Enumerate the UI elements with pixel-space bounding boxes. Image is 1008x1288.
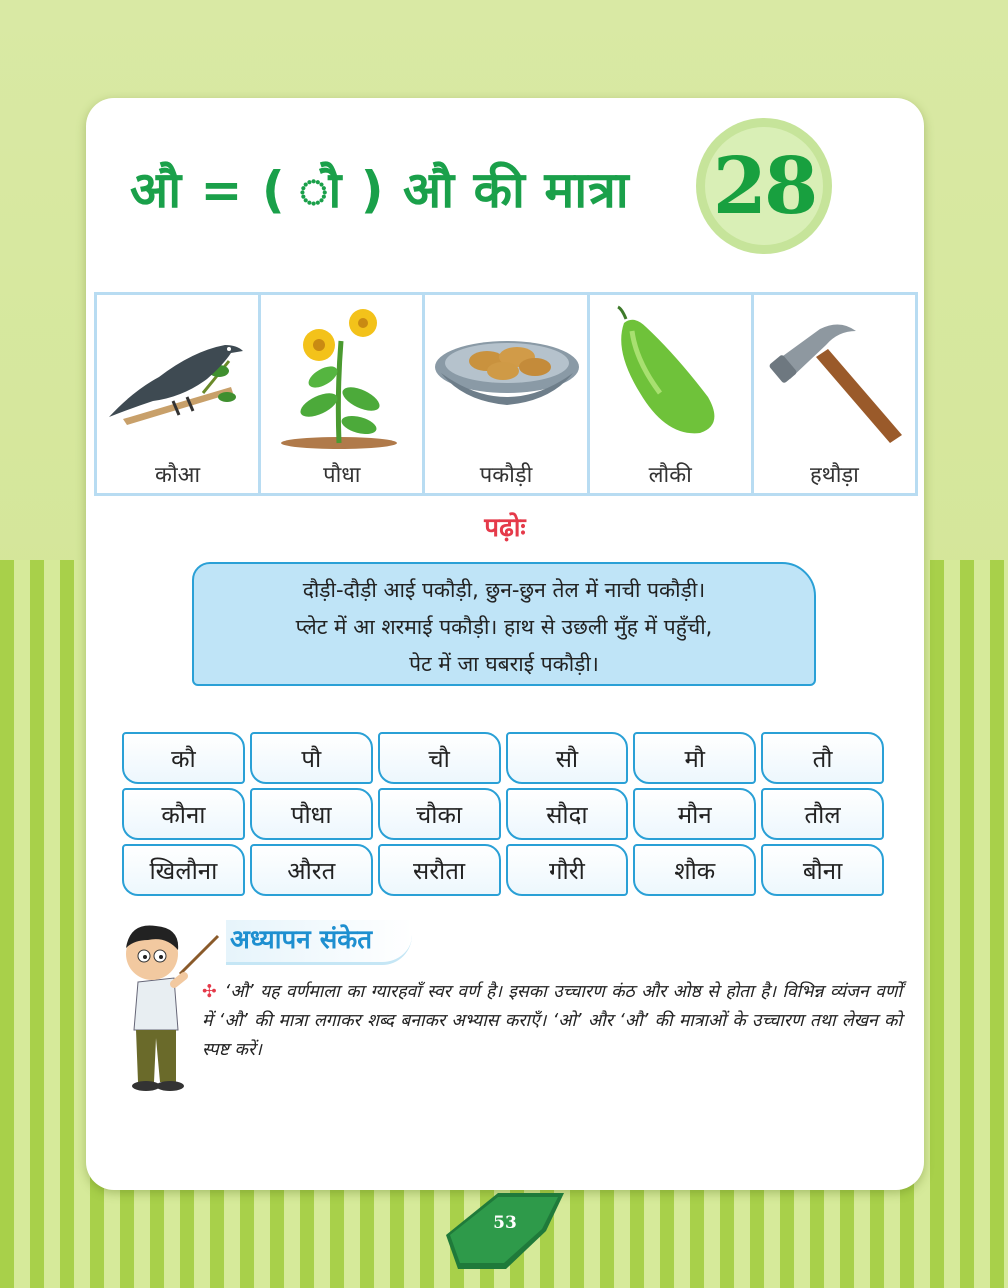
word-cell: खिलौना: [122, 844, 245, 896]
word-cell: सौदा: [506, 788, 629, 840]
word-cell: कौ: [122, 732, 245, 784]
teacher-note-heading: अध्यापन संकेत: [226, 920, 412, 965]
plant-icon: [267, 301, 417, 451]
word-cell: पौधा: [250, 788, 373, 840]
lesson-number: 28: [705, 127, 823, 245]
word-cell: कौना: [122, 788, 245, 840]
word-cell: सौ: [506, 732, 629, 784]
page-title: औ = ( ौ ) औ की मात्रा: [130, 161, 630, 219]
poem-line: प्लेट में आ शरमाई पकौड़ी। हाथ से उछली मुँह में पहुँची,: [295, 615, 713, 639]
picture-strip: [94, 292, 918, 496]
read-heading: पढ़ोः: [484, 513, 526, 543]
word-cell: शौक: [633, 844, 756, 896]
picture-label: हथौड़ा: [809, 463, 859, 488]
picture-card-pakodi: [425, 295, 589, 493]
word-cell: सरौता: [378, 844, 501, 896]
word-cell: गौरी: [506, 844, 629, 896]
word-cell: मौन: [633, 788, 756, 840]
pakodi-bowl-icon: [431, 301, 581, 451]
word-grid: [122, 732, 884, 896]
picture-label: कौआ: [155, 463, 201, 488]
word-cell: तौ: [761, 732, 884, 784]
picture-card-bottle-gourd: [590, 295, 754, 493]
picture-label: पौधा: [323, 463, 361, 488]
page-number-badge: [446, 1193, 564, 1269]
teacher-note-text: ‘औ’ यह वर्णमाला का ग्यारहवाँ स्वर वर्ण है। इसका उच्चारण कंठ और ओष्ठ से होता है। विभिन्न व्यंजन वर्णों में ‘औ’ की मात्रा लगाकर शब्द बनाकर अभ्यास कराएँ। ‘ओ’ और ‘औ’ की मात्राओं के उच्चारण तथा लेखन को स्पष्ट करें।: [202, 982, 902, 1060]
picture-card-plant: [261, 295, 425, 493]
picture-label: पकौड़ी: [479, 463, 533, 488]
word-cell: बौना: [761, 844, 884, 896]
poem-box: [192, 562, 816, 686]
word-cell: पौ: [250, 732, 373, 784]
word-cell: चौ: [378, 732, 501, 784]
bullet-icon: ✣: [202, 982, 217, 1002]
page-number: 53: [493, 1213, 517, 1233]
picture-label: लौकी: [648, 463, 692, 488]
word-cell: तौल: [761, 788, 884, 840]
picture-card-hammer: [754, 295, 915, 493]
word-cell: मौ: [633, 732, 756, 784]
hammer-icon: [760, 301, 910, 451]
picture-card-crow: [97, 295, 261, 493]
book-page: [86, 98, 924, 1190]
poem-line: दौड़ी-दौड़ी आई पकौड़ी, छुन-छुन तेल में नाची पकौड़ी।: [302, 578, 706, 602]
teacher-note: [202, 978, 902, 1065]
poem-line: पेट में जा घबराई पकौड़ी।: [409, 652, 599, 676]
word-cell: औरत: [250, 844, 373, 896]
crow-icon: [103, 301, 253, 451]
lesson-number-badge: [696, 118, 832, 254]
word-cell: चौका: [378, 788, 501, 840]
bottle-gourd-icon: [596, 301, 746, 451]
